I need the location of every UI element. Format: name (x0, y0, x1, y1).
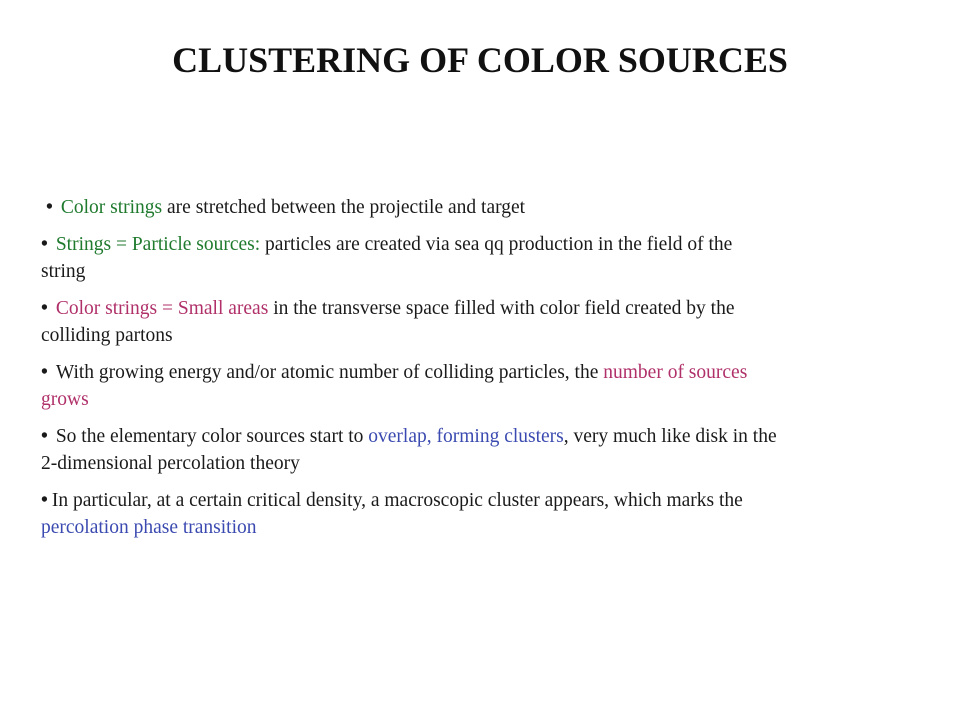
bullet-dot-icon: • (41, 362, 48, 383)
bullet-list (41, 194, 781, 551)
bullet-text-highlight: overlap, forming clusters (368, 426, 564, 447)
bullet-text-highlight: Color strings = Small areas (55, 298, 269, 319)
bullet-text: particles are created via sea qq production in the field of the string (41, 234, 733, 282)
slide-title: CLUSTERING OF COLOR SOURCES (172, 40, 788, 80)
bullet-text-highlight: percolation phase transition (41, 517, 257, 538)
bullet-text: are stretched between the projectile and target (162, 197, 526, 218)
bullet-item (41, 359, 781, 413)
bullet-item (41, 295, 781, 349)
bullet-dot-icon: • (41, 298, 48, 319)
bullet-text: With growing energy and/or atomic number of colliding particles, the (55, 362, 604, 383)
bullet-dot-icon: • (41, 490, 48, 511)
bullet-text-highlight: Color strings (60, 197, 163, 218)
bullet-item (41, 231, 781, 285)
bullet-text-highlight: Strings = Particle sources: (55, 234, 261, 255)
bullet-text: So the elementary color sources start to (55, 426, 369, 447)
bullet-text: in the transverse space filled with color field created by the colliding partons (41, 298, 735, 346)
bullet-text: In particular, at a certain critical density, a macroscopic cluster appears, which marks the (51, 490, 743, 511)
bullet-text-highlight: number of sources grows (41, 362, 748, 410)
bullet-item (41, 194, 781, 221)
bullet-item (41, 487, 781, 541)
bullet-text: , very much like disk in the 2-dimensional percolation theory (41, 426, 777, 474)
bullet-item (41, 423, 781, 477)
bullet-dot-icon: • (41, 234, 48, 255)
bullet-dot-icon: • (46, 197, 53, 218)
bullet-dot-icon: • (41, 426, 48, 447)
